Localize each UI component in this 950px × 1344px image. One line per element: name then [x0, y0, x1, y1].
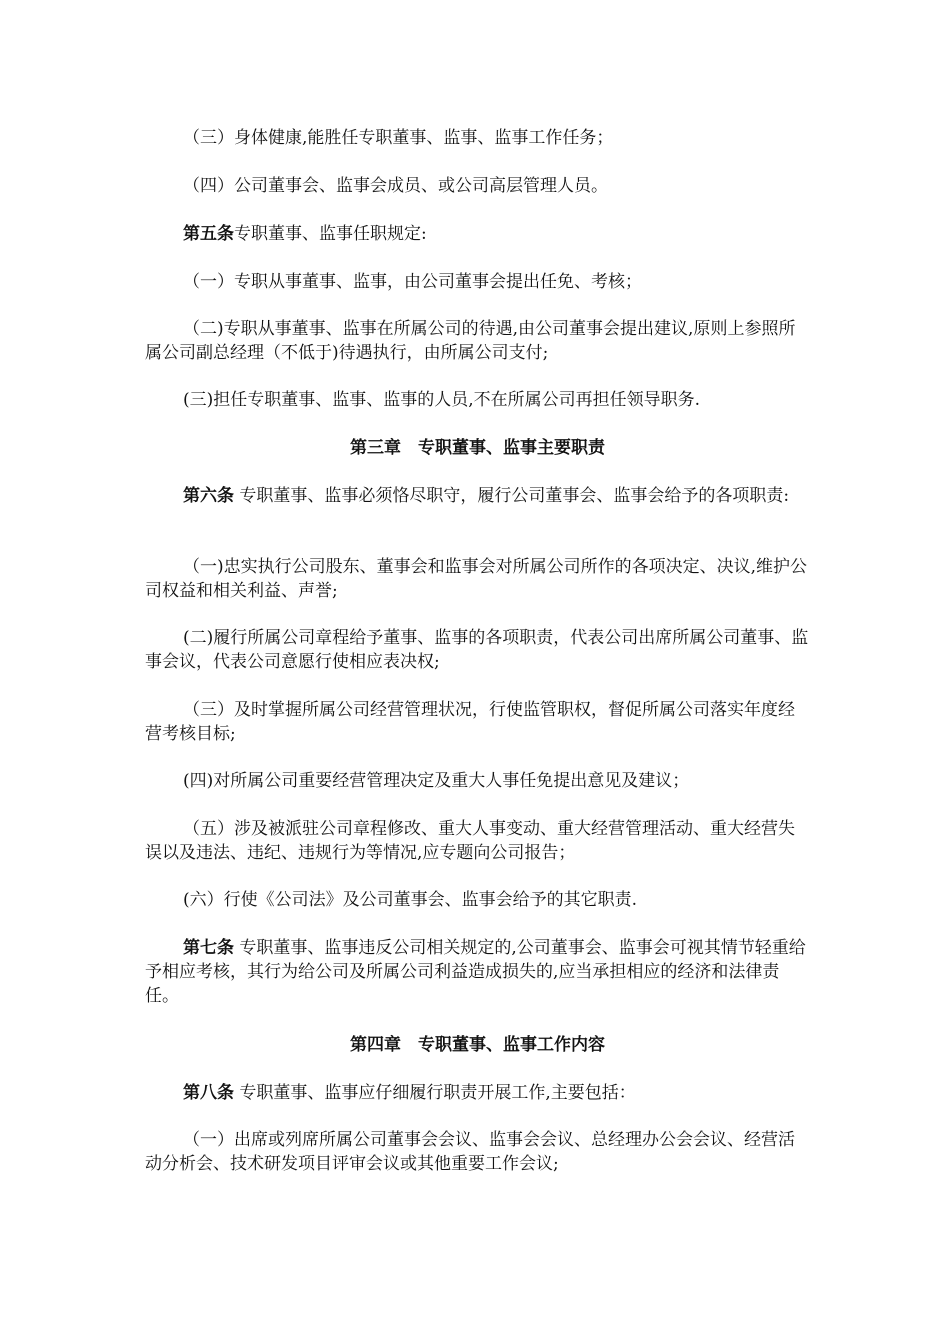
article-8-label: 第八条 [183, 1083, 234, 1103]
article-5-item-1: （一）专职从事董事、监事，由公司董事会提出任免、考核； [183, 272, 642, 292]
article-5-item-2: （二)专职从事董事、监事在所属公司的待遇,由公司董事会提出建议,原则上参照所属公司副总经理（不低于)待遇执行，由所属公司支付; [145, 319, 796, 363]
article-5: 第五条专职董事、监事任职规定: [183, 224, 427, 244]
article-6-item-2: (二)履行所属公司章程给予董事、监事的各项职责，代表公司出席所属公司董事、监事会议，代表公司意愿行使相应表决权; [145, 628, 809, 672]
article-7: 第七条 专职董事、监事违反公司相关规定的,公司董事会、监事会可视其情节轻重给予相应考核，其行为给公司及所属公司利益造成损失的,应当承担相应的经济和法律责任。 [145, 938, 806, 1006]
chapter-4-heading: 第四章 专职董事、监事工作内容 [350, 1035, 605, 1055]
article-6-item-6: (六）行使《公司法》及公司董事会、监事会给予的其它职责. [183, 890, 638, 910]
article-6-item-5: （五）涉及被派驻公司章程修改、重大人事变动、重大经营管理活动、重大经营失误以及违法、违纪、违规行为等情况,应专题向公司报告； [145, 819, 795, 863]
article-5-item-3: (三)担任专职董事、监事、监事的人员,不在所属公司再担任领导职务. [183, 390, 701, 410]
article-5-label: 第五条 [183, 224, 234, 244]
article-8: 第八条 专职董事、监事应仔细履行职责开展工作,主要包括： [183, 1083, 636, 1103]
chapter-3-heading: 第三章 专职董事、监事主要职责 [350, 438, 605, 458]
article-6-item-4: (四)对所属公司重要经营管理决定及重大人事任免提出意见及建议； [183, 771, 690, 791]
article-6: 第六条 专职董事、监事必须恪尽职守，履行公司董事会、监事会给予的各项职责: [183, 486, 790, 506]
article-6-item-1: （一)忠实执行公司股东、董事会和监事会对所属公司所作的各项决定、决议,维护公司权益和相关利益、声誉; [145, 557, 808, 601]
clause-4-item-3: （三）身体健康,能胜任专职董事、监事、监事工作任务； [183, 128, 614, 148]
article-6-item-3: （三）及时掌握所属公司经营管理状况，行使监管职权，督促所属公司落实年度经营考核目标; [145, 700, 795, 744]
article-8-item-1: （一）出席或列席所属公司董事会会议、监事会会议、总经理办公会会议、经营活动分析会、技术研发项目评审会议或其他重要工作会议; [145, 1130, 795, 1174]
article-7-label: 第七条 [183, 938, 234, 958]
article-6-label: 第六条 [183, 486, 234, 506]
clause-4-item-4: （四）公司董事会、监事会成员、或公司高层管理人员。 [183, 176, 608, 196]
